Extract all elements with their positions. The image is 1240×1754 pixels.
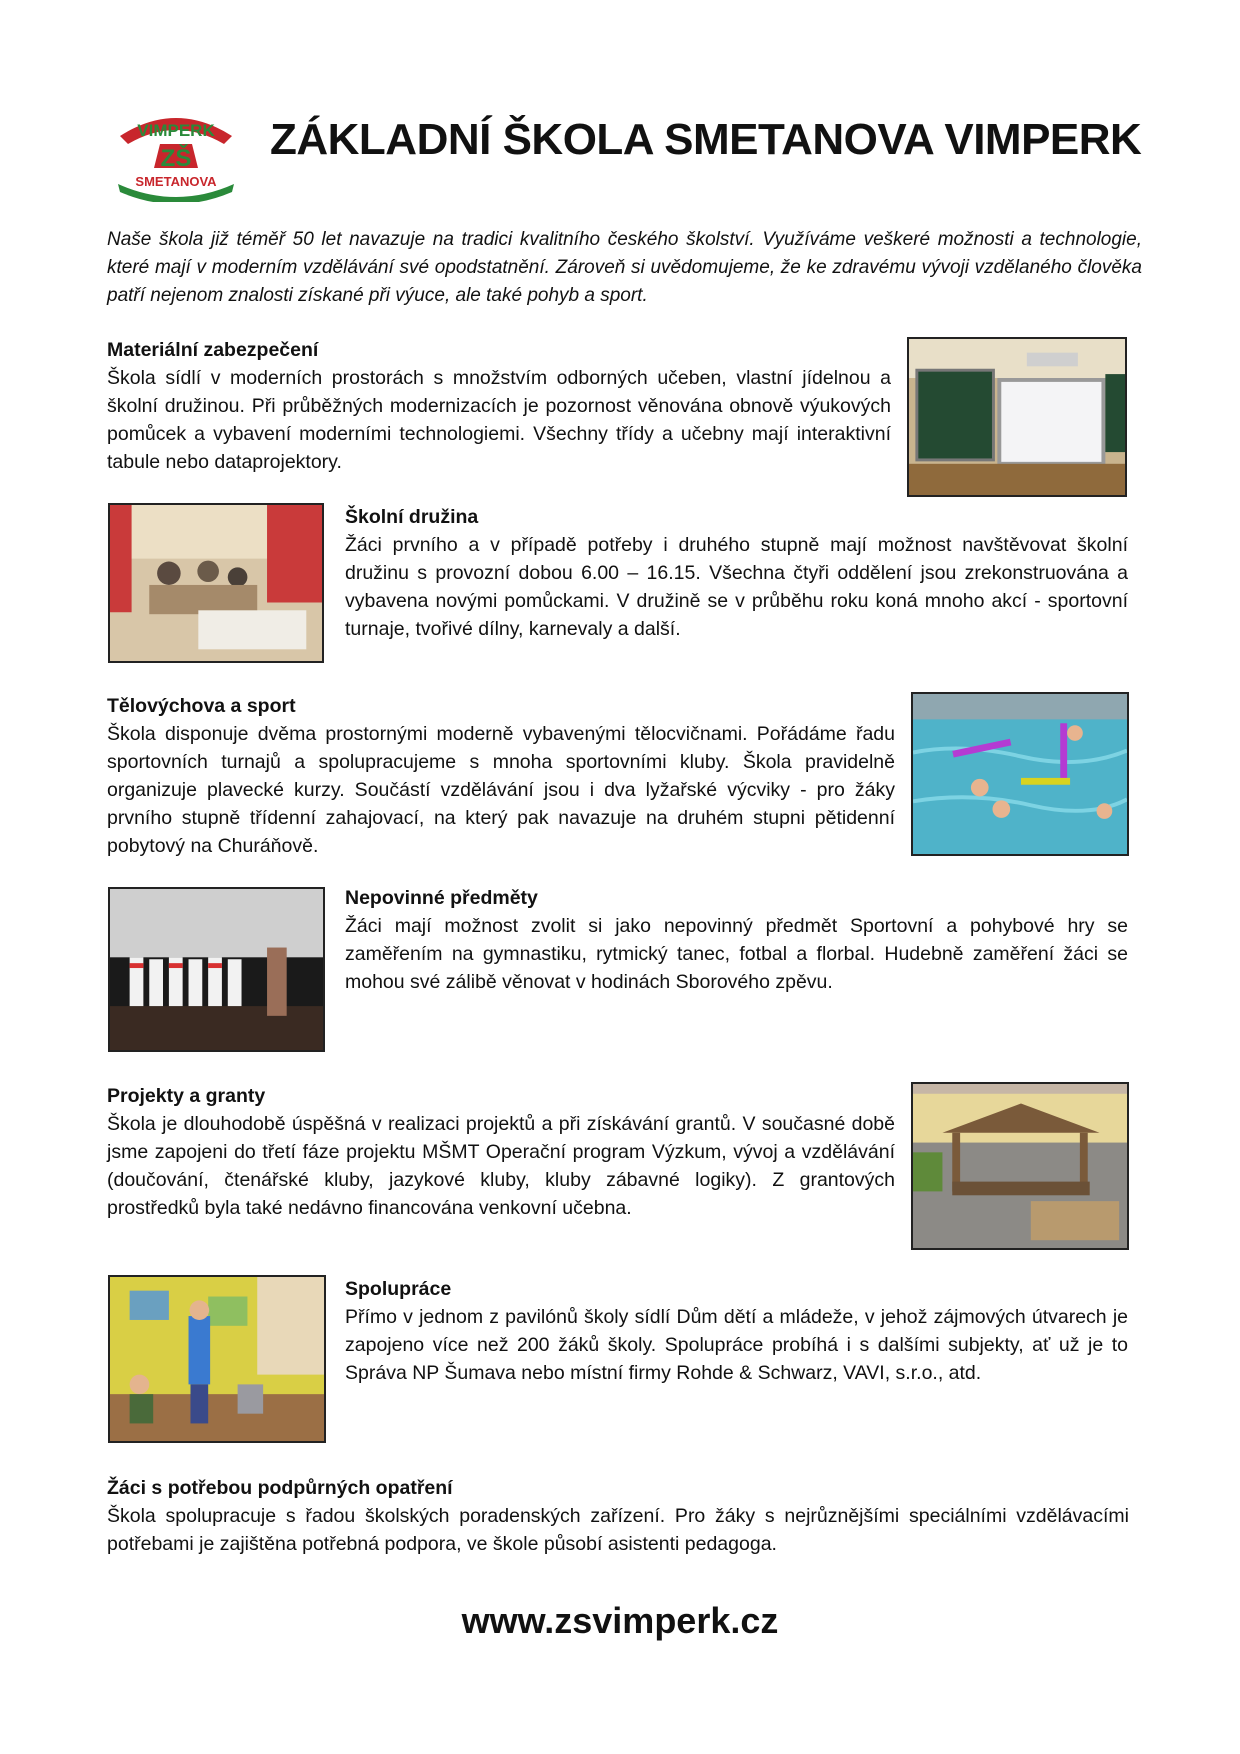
cooperation-photo: [108, 1275, 326, 1443]
intro-paragraph: Naše škola již téměř 50 let navazuje na tradici kvalitního českého školství. Využíváme veškeré možnosti a technologie, které mají v moderním vzdělávání své opodstatnění. Zároveň si uvědomujeme, že ke zdravému vývoji vzdělaného člověka patří nejenom znalosti získané při výuce, ale také pohyb a sport.: [107, 229, 1142, 306]
section-title-sport: Tělovýchova a sport: [107, 695, 296, 717]
section-title-spoluprace: Spolupráce: [345, 1278, 452, 1300]
classroom-photo: [907, 337, 1127, 497]
section-title-podpurna-opatreni: Žáci s potřebou podpůrných opatření: [107, 1477, 453, 1499]
choir-photo: [108, 887, 325, 1052]
section-title-materialni: Materiální zabezpečení: [107, 339, 319, 361]
logo-middle-text: ZŠ: [160, 145, 192, 172]
page-title: ZÁKLADNÍ ŠKOLA SMETANOVA VIMPERK: [270, 115, 1142, 164]
after-school-club-photo: [108, 503, 324, 663]
section-body-materialni: Škola sídlí v moderních prostorách s množstvím odborných učeben, vlastní jídelnou a školní družinou. Při průběžných modernizacích je pozornost věnována obnově výukových pomůcek a vybavení moderními technologiemi. Všechny třídy a učebny mají interaktivní tabule nebo dataprojektory.: [107, 367, 891, 473]
section-body-podpurna-opatreni: Škola spolupracuje s řadou školských poradenských zařízení. Pro žáky s nejrůznějšími speciálními vzdělávacími potřebami je zajištěna potřebná podpora, ve škole působí asistenti pedagoga.: [107, 1505, 1129, 1555]
section-body-druzina: Žáci prvního a v případě potřeby i druhého stupně mají možnost navštěvovat školní družinu s provozní dobou 6.00 – 16.15. Všechna čtyři oddělení jsou zrekonstruována a vybavena novými pomůckami. V družině se v průběhu roku koná mnoho akcí - sportovní turnaje, tvořivé dílny, karnevaly a další.: [345, 534, 1128, 640]
section-body-spoluprace: Přímo v jednom z pavilónů školy sídlí Dům dětí a mládeže, v jehož zájmových útvarech je zapojeno více než 200 žáků školy. Spolupráce probíhá i s dalšími subjekty, ať už je to Správa NP Šumava nebo místní firmy Rohde & Schwarz, VAVI, s.r.o., atd.: [345, 1306, 1128, 1384]
outdoor-classroom-photo: [911, 1082, 1129, 1250]
logo-top-text: VIMPERK: [137, 121, 215, 140]
logo-bottom-text: SMETANOVA: [135, 174, 217, 189]
section-body-projekty: Škola je dlouhodobě úspěšná v realizaci projektů a při získávání grantů. V současné době jsme zapojeni do třetí fáze projektu MŠMT Operační program Výzkum, vývoj a vzdělávání (doučování, čtenářské kluby, jazykové kluby, kluby zábavné logiky). Z grantových prostředků byla také nedávno financována venkovní učebna.: [107, 1113, 895, 1219]
section-title-nepovinne: Nepovinné předměty: [345, 887, 538, 909]
section-body-sport: Škola disponuje dvěma prostornými moderně vybavenými tělocvičnami. Pořádáme řadu sportovních turnajů a spolupracujeme s mnoha sportovními kluby. Škola pravidelně organizuje plavecké kurzy. Součástí vzdělávání jsou i dva lyžařské výcviky - pro žáky prvního stupně třídenní zahajovací, na který pak navazuje na druhém stupni pětidenní pobytový na Churáňově.: [107, 723, 895, 857]
website-url[interactable]: www.zsvimperk.cz: [461, 1600, 779, 1641]
section-body-nepovinne: Žáci mají možnost zvolit si jako nepovinný předmět Sportovní a pohybové hry se zaměřením na gymnastiku, rytmický tanec, fotbal a florbal. Hudebně zaměření žáci se mohou své zálibě věnovat v hodinách Sborového zpěvu.: [345, 915, 1128, 993]
section-title-druzina: Školní družina: [345, 506, 479, 528]
school-logo: [112, 106, 240, 202]
swimming-pool-photo: [911, 692, 1129, 856]
section-title-projekty: Projekty a granty: [107, 1085, 266, 1107]
